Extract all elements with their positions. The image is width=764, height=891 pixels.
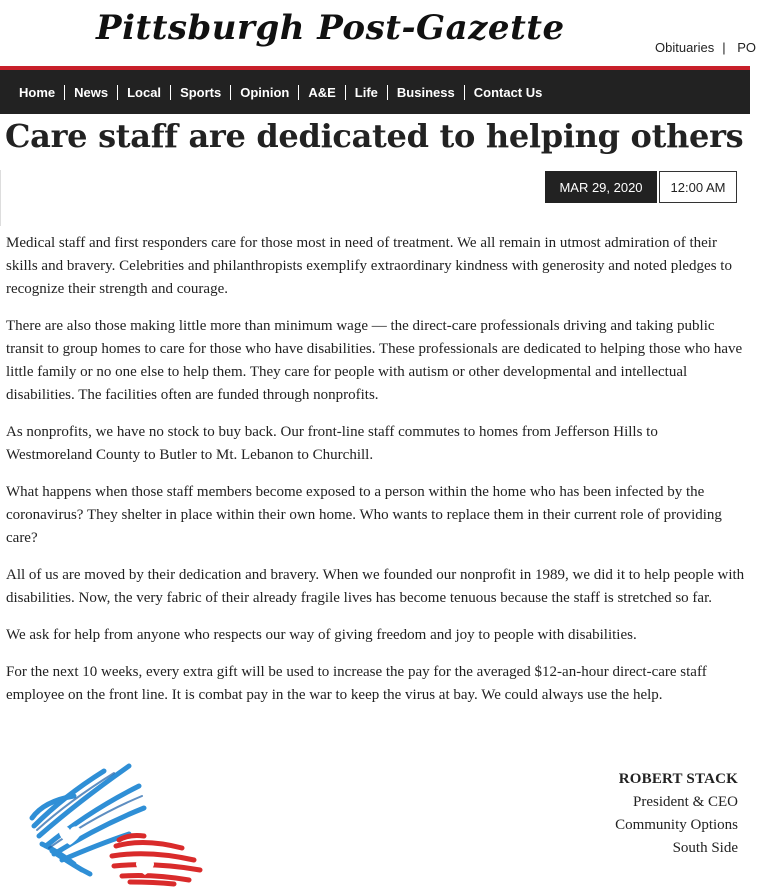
nav-opinion[interactable]: Opinion	[240, 84, 290, 100]
hands-hearts-image	[4, 756, 210, 886]
nav-news[interactable]: News	[74, 84, 109, 100]
author-org: Community Options	[615, 817, 738, 833]
util-divider: |	[722, 40, 726, 55]
author-title: President & CEO	[633, 794, 738, 810]
obituaries-link[interactable]: Obituaries	[655, 40, 715, 55]
article-body	[6, 232, 746, 721]
main-nav	[0, 66, 750, 114]
nav-ae[interactable]: A&E	[308, 84, 336, 100]
article-paragraph: Medical staff and first responders care for those most in need of treatment. We all remain in utmost admiration of their skills and bravery. Celebrities and philanthropists exemplify extraordinary kindness with generosity and noted pledges to recognize their strength and courage.	[6, 235, 732, 297]
nav-life[interactable]: Life	[354, 84, 378, 100]
author-name: ROBERT STACK	[618, 771, 738, 787]
nav-contact-us[interactable]: Contact Us	[473, 84, 543, 100]
hands-illustration	[4, 756, 210, 886]
red-hand-icon	[112, 836, 200, 885]
util-link-po[interactable]: PO	[737, 40, 757, 55]
article-paragraph: For the next 10 weeks, every extra gift will be used to increase the pay for the averaged $12-an-hour direct-care staff employee on the front line. It is combat pay in the war to keep the virus at bay. We could always use the help.	[6, 664, 707, 703]
publish-date: MAR 29, 2020	[545, 171, 657, 203]
article-paragraph: What happens when those staff members become exposed to a person within the home who has been infected by the coronavirus? They shelter in place within their own home. Who wants to replace them in their current role of providing care?	[6, 484, 722, 546]
signature-block	[615, 768, 738, 860]
masthead	[0, 0, 757, 66]
article-paragraph: We ask for help from anyone who respects our way of giving freedom and joy to people with disabilities.	[6, 627, 637, 643]
nav-business[interactable]: Business	[396, 84, 455, 100]
article-title: Care staff are dedicated to helping others	[5, 117, 744, 155]
utility-links	[655, 40, 764, 55]
author-location: South Side	[672, 840, 738, 856]
article-paragraph: All of us are moved by their dedication and bravery. When we founded our nonprofit in 1989, we did it to help people with disabilities. Now, the very fabric of their already fragile lives has become tenuous because the staff is stretched so far.	[6, 567, 745, 606]
article-paragraph: As nonprofits, we have no stock to buy back. Our front-line staff commutes to homes from Jefferson Hills to Westmoreland County to Butler to Mt. Lebanon to Churchill.	[6, 424, 658, 463]
nav-sports[interactable]: Sports	[180, 84, 222, 100]
site-logo[interactable]: Pittsburgh Post-Gazette	[96, 8, 565, 48]
nav-local[interactable]: Local	[127, 84, 162, 100]
publish-time: 12:00 AM	[659, 171, 737, 203]
nav-home[interactable]: Home	[19, 84, 56, 100]
article-paragraph: There are also those making little more than minimum wage — the direct-care professionals driving and taking public transit to group homes to care for those who have disabilities. These professionals are dedicated to helping those who have little family or no one else to help them. They care for people with autism or other developmental and intellectual disabilities. The facilities often are funded through nonprofits.	[6, 318, 743, 403]
divider	[0, 170, 1, 226]
heart-icon	[136, 859, 154, 875]
